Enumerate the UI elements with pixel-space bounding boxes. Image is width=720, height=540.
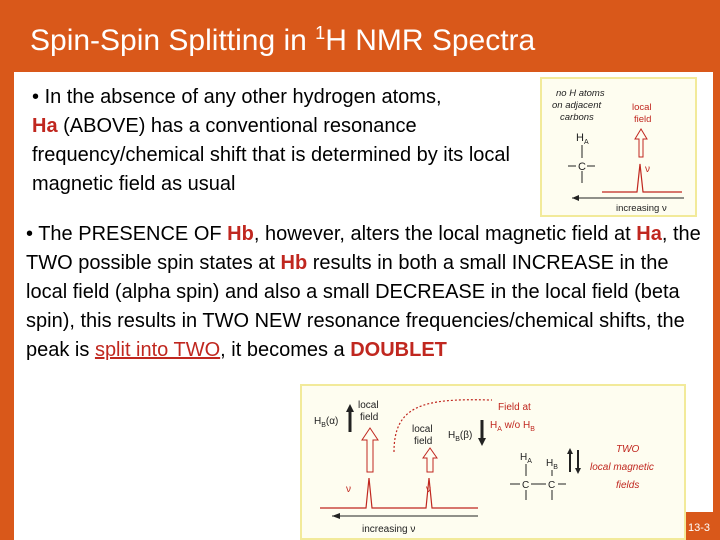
fig1-up-arrow-icon <box>635 129 647 157</box>
fig2-local2-arrow-icon <box>423 448 437 472</box>
fig2-local1-2: field <box>360 412 379 423</box>
bullet-paragraph-2 <box>26 220 712 365</box>
fig1-axis-label: increasing ν <box>616 203 667 214</box>
bullet2-text-4: results in both a small INCREASE in the local field (alpha spin) and also a small DECREASE in the local field (beta spin), this results in TWO NEW resonance frequencies/chemical shifts, the peak is <box>26 252 685 361</box>
fig1-atom-ha: $H_A$ <box>576 132 589 146</box>
fig2-two-1: TWO <box>616 444 640 455</box>
title-bar <box>0 0 720 72</box>
bullet1-text: In the absence of any other hydrogen atoms, <box>39 86 442 108</box>
figure-single-peak <box>540 77 697 217</box>
fig2-atom-ha: $H_A$ <box>520 452 532 465</box>
fig1-field-1: local <box>632 102 652 113</box>
highlight-ha-2: Ha <box>636 223 662 245</box>
figure-doublet-svg <box>302 386 684 538</box>
fig2-axis-arrow-icon <box>332 513 340 519</box>
fig2-local2-2: field <box>414 436 433 447</box>
fig1-note-2: on adjacent <box>552 100 602 111</box>
figure-doublet <box>300 384 686 540</box>
fig2-small-up-arrow-icon <box>567 448 573 472</box>
highlight-doublet: DOUBLET <box>350 339 447 361</box>
fig2-doublet-peaks <box>320 478 478 508</box>
fig2-atom-c1: C <box>522 480 530 491</box>
bullet2-text-1: The PRESENCE OF <box>33 223 228 245</box>
fig1-spectrum-peak <box>602 164 682 192</box>
fig2-field-at-1: Field at <box>498 402 531 413</box>
fig2-atom-c2: C <box>548 480 556 491</box>
fig2-two-3: fields <box>616 480 640 491</box>
bullet2-text-3: , the TWO possible spin states at <box>26 223 701 274</box>
figure-single-peak-svg <box>542 79 695 215</box>
bullet-paragraph-1 <box>32 83 542 199</box>
fig1-atom-c: C <box>578 161 586 173</box>
title-prefix: Spin-Spin Splitting in <box>30 24 316 57</box>
fig2-local1-1: local <box>358 400 379 411</box>
title-suffix: H NMR Spectra <box>325 24 536 57</box>
highlight-ha: Ha <box>32 115 58 137</box>
fig1-note-1: no H atoms <box>556 88 605 99</box>
right-accent-strip <box>713 72 720 540</box>
bullet2-text-5: , it becomes a <box>220 339 351 361</box>
fig1-nu-label: ν <box>645 164 650 175</box>
left-accent-strip <box>0 72 14 540</box>
fig2-nu-1: ν <box>346 484 351 495</box>
fig2-beta-arrow-icon <box>478 420 486 446</box>
slide-title <box>30 24 535 58</box>
fig2-small-down-arrow-icon <box>575 450 581 474</box>
highlight-hb: Hb <box>227 223 254 245</box>
fig2-alpha-arrow-icon <box>346 404 354 432</box>
fig1-note-3: carbons <box>560 112 594 123</box>
fig1-axis-arrow-icon <box>572 195 579 201</box>
title-superscript: 1 <box>315 23 326 43</box>
fig2-dashed-curve <box>394 400 492 452</box>
fig2-nu-2: ν <box>426 484 431 495</box>
fig2-atom-hb: $H_B$ <box>546 458 558 471</box>
split-into-two-link[interactable]: split into TWO <box>94 339 221 361</box>
fig2-hb-beta: $H_B(\beta)$ <box>448 430 473 443</box>
bullet-marker-2: • <box>26 223 34 245</box>
highlight-hb-2: Hb <box>280 252 308 274</box>
fig1-field-2: field <box>634 114 652 125</box>
fig2-axis-label: increasing ν <box>362 524 416 535</box>
fig2-local1-arrow-icon <box>362 428 378 472</box>
fig2-local2-1: local <box>412 424 433 435</box>
bullet-marker: • <box>32 86 40 108</box>
bullet1-text-2: (ABOVE) has a conventional resonance frequency/chemical shift that is determined by its local magnetic field as usual <box>32 115 510 195</box>
fig2-field-at-2: $H_A$ w/o $H_B$ <box>490 420 535 433</box>
bullet2-text-2: , however, alters the local magnetic field at <box>253 223 637 245</box>
fig2-two-2: local magnetic <box>590 462 654 473</box>
fig2-hb-alpha: $H_B(\alpha)$ <box>314 416 339 429</box>
slide-number: 13-3 <box>688 522 711 534</box>
